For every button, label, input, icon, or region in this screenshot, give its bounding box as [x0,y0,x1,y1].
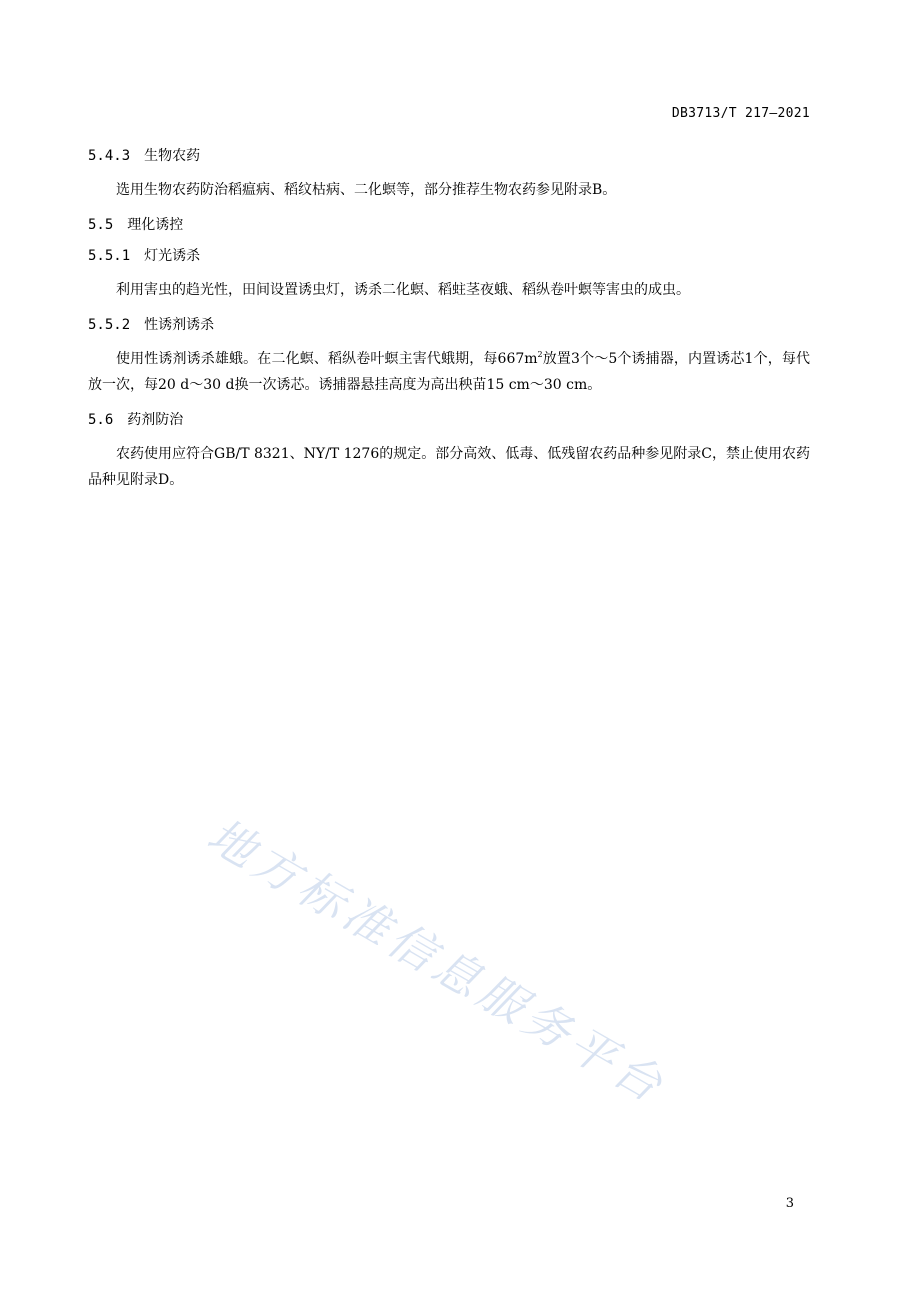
paragraph-text-part-b: 放置3个～5个诱捕器，内置诱芯1个，每代放一次，每20 d～30 d换一次诱芯。诱捕器悬挂高度为高出秧苗15 cm～30 cm。 [88,351,810,393]
page-number: 3 [785,1196,794,1211]
section-number: 5.5.1 [88,248,131,264]
section-heading-5-4-3 [88,146,810,166]
section-number: 5.5 [88,217,114,233]
paragraph-light-trapping: 利用害虫的趋光性，田间设置诱虫灯，诱杀二化螟、稻蛀茎夜蛾、稻纵卷叶螟等害虫的成虫。 [116,282,690,298]
section-title: 理化诱控 [127,217,184,233]
superscript-two: 2 [537,350,543,359]
paragraph-biological-pesticides: 选用生物农药防治稻瘟病、稻纹枯病、二化螟等，部分推荐生物农药参见附录B。 [116,182,617,198]
section-title: 药剂防治 [127,412,184,428]
watermark: 地方标准信息服务平台 [198,807,676,1115]
paragraph-text-part-a: 使用性诱剂诱杀雄蛾。在二化螟、稻纵卷叶螟主害代蛾期，每667m [116,351,538,367]
section-title: 灯光诱杀 [144,248,201,264]
section-number: 5.6 [88,412,114,428]
section-number: 5.4.3 [88,148,131,164]
section-heading-5-5 [88,215,810,235]
document-code: DB3713/T 217—2021 [671,106,810,121]
section-heading-5-6 [88,410,810,430]
section-number: 5.5.2 [88,317,131,333]
section-title: 性诱剂诱杀 [144,317,215,333]
section-heading-5-5-2 [88,315,810,335]
section-heading-5-5-1 [88,246,810,266]
paragraph-chemical-control: 农药使用应符合GB/T 8321、NY/T 1276的规定。部分高效、低毒、低残留农药品种参见附录C，禁止使用农药品种见附录D。 [88,446,810,488]
paragraph-sex-pheromone-trapping [88,346,810,398]
section-title: 生物农药 [144,148,201,164]
document-body [88,146,810,504]
